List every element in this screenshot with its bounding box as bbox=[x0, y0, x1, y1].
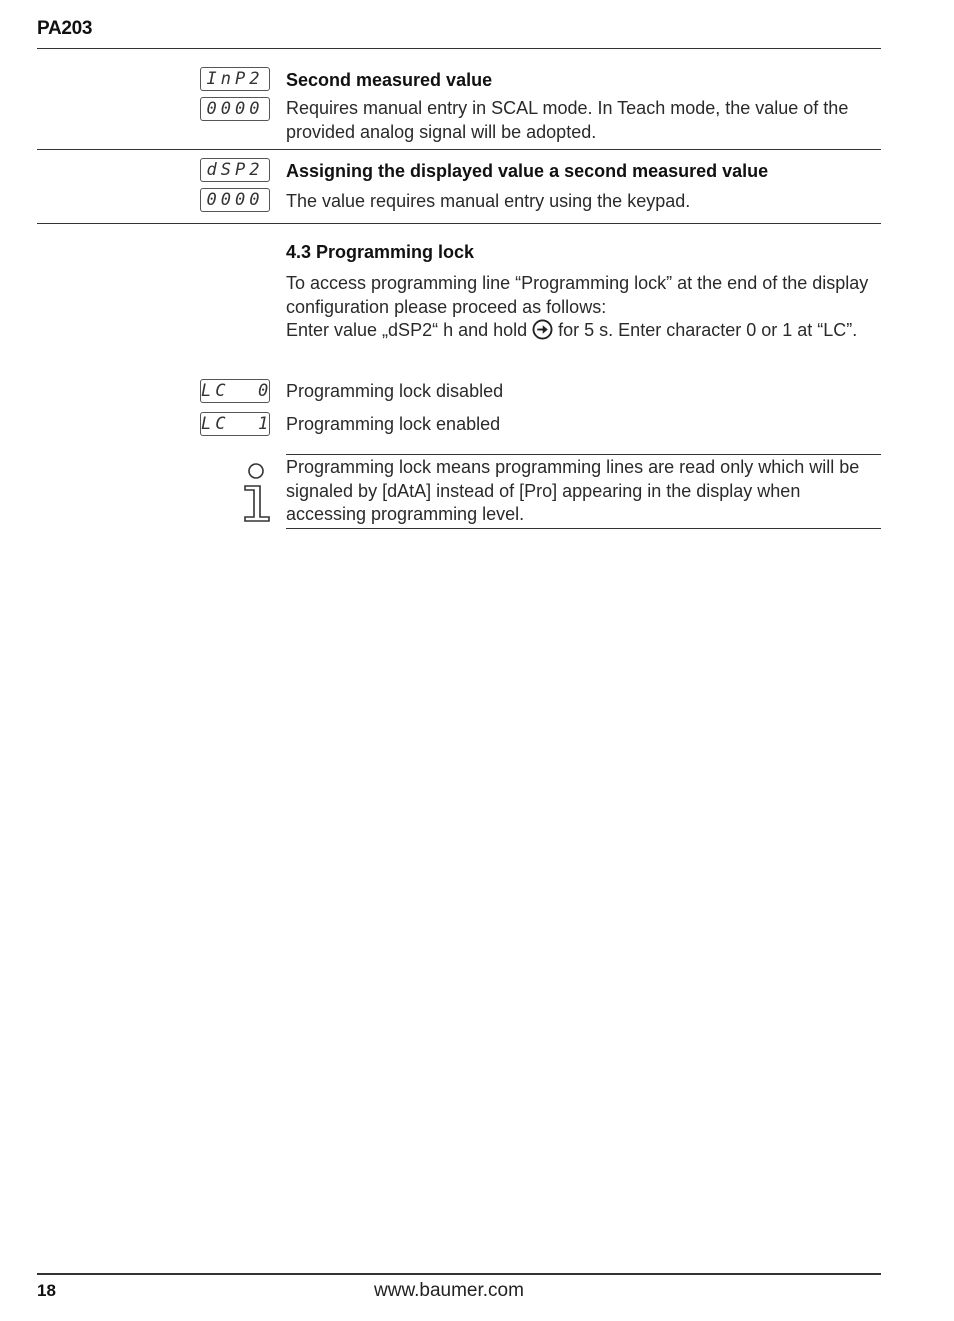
param-description: The value requires manual entry using the keypad. bbox=[286, 191, 691, 211]
param-description: Requires manual entry in SCAL mode. In Teach mode, the value of the provided analog signal will be adopted. bbox=[286, 98, 849, 142]
arrow-right-circle-icon bbox=[532, 319, 553, 347]
section-heading: 4.3 Programming lock bbox=[286, 242, 475, 262]
intro-text: To access programming line “Programming lock” at the end of the display configuration please proceed as follows: bbox=[286, 273, 869, 317]
lcd-display-option: LC 1 bbox=[201, 414, 273, 434]
note-bottom-rule bbox=[286, 528, 881, 529]
option-label: Programming lock disabled bbox=[286, 381, 504, 401]
page-number: 18 bbox=[37, 1281, 56, 1300]
info-note: Programming lock means programming lines are read only which will be signaled by [dAtA] instead of [Pro] appearing in the display when accessing programming level. bbox=[286, 457, 860, 524]
intro-text-before-icon: Enter value „dSP2“ h and hold bbox=[286, 320, 533, 340]
header-rule bbox=[37, 48, 881, 49]
intro-text-after-icon: for 5 s. Enter character 0 or 1 at “LC”. bbox=[553, 320, 858, 340]
footer-rule bbox=[37, 1273, 881, 1275]
param-title: Assigning the displayed value a second measured value bbox=[286, 161, 769, 181]
footer-url[interactable]: www.baumer.com bbox=[374, 1280, 524, 1301]
lcd-display-param-name: InP2 bbox=[200, 67, 270, 91]
note-top-rule bbox=[286, 454, 881, 455]
document-title: PA203 bbox=[37, 18, 93, 39]
param-title: Second measured value bbox=[286, 70, 493, 90]
param-divider bbox=[37, 223, 881, 224]
lcd-display-param-value: 0000 bbox=[200, 97, 270, 121]
lcd-display-param-name: dSP2 bbox=[200, 158, 270, 182]
lcd-display-option: LC 0 bbox=[201, 381, 273, 401]
lcd-display-param-value: 0000 bbox=[200, 188, 270, 212]
info-icon bbox=[241, 462, 273, 527]
option-label: Programming lock enabled bbox=[286, 414, 501, 434]
param-divider bbox=[37, 149, 881, 150]
section-intro bbox=[286, 272, 876, 347]
